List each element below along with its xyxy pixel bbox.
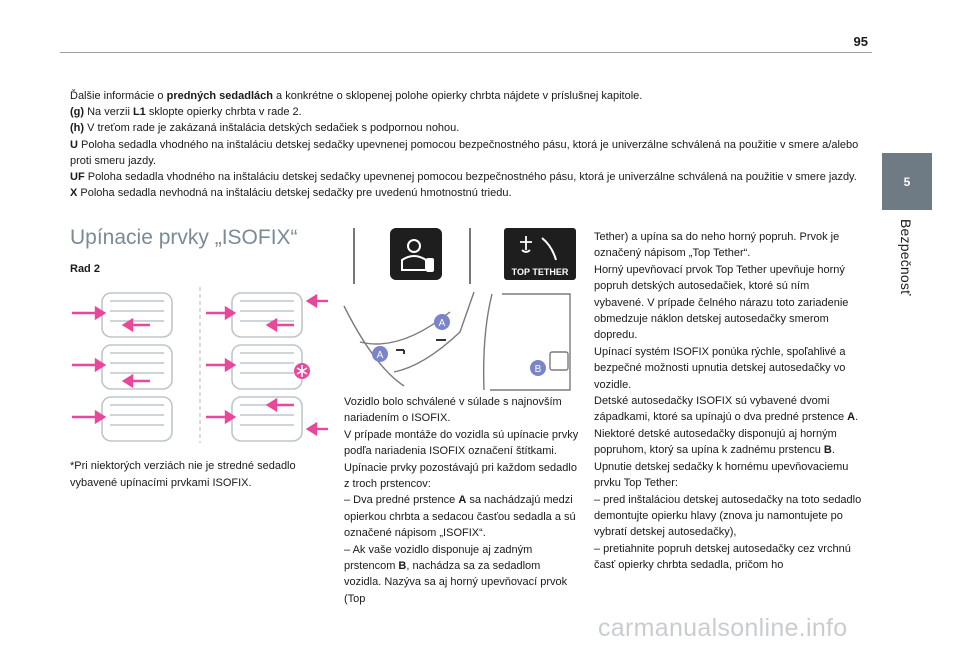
seat-left-bottom — [102, 397, 172, 441]
arrow-right-edge-bottom — [308, 424, 328, 434]
column-middle — [344, 394, 580, 607]
anchor-b-marker — [530, 360, 546, 376]
seat-layout-diagram — [70, 285, 330, 445]
isofix-anchor-diagram — [342, 222, 578, 394]
top-tether-label: TOP TETHER — [511, 267, 569, 277]
mid-p5: – Ak vaše vozidlo disponuje aj zadným prstencom B, nachádza sa za sedadlom vozidla. Nazýva sa aj horný upevňovací prvok (Top — [344, 543, 568, 605]
arrow-right-top — [206, 308, 234, 318]
arrow-left-top — [72, 308, 104, 318]
right-p7: – pred inštaláciou detskej autosedačky na toto sedadlo demontujte opierku hlavy (znova ju namontujete po vybratí detskej autosedačky), — [594, 493, 862, 539]
right-p4: Detské autosedačky ISOFIX sú vybavené dvomi západkami, ktoré sa upínajú o dva predné prstence A. — [594, 395, 859, 424]
anchor-a-lower-marker — [372, 346, 388, 362]
right-p5: Niektoré detské autosedačky disponujú aj horným popruhom, ktorý sa upína k zadnému prstencu B. — [594, 427, 837, 457]
arrow-right-edge-top — [308, 296, 328, 306]
arrow-left-bottom — [72, 412, 104, 422]
intro-line-g: (g) Na verzii L1 sklopte opierky chrbta v rade 2. — [70, 106, 302, 119]
anchor-a-lower-label: A — [376, 350, 384, 361]
anchor-b-label: B — [534, 364, 542, 375]
isofix-label-icon — [390, 228, 442, 280]
seat-left-middle — [102, 345, 172, 389]
intro-line-u: U Poloha sedadla vhodného na inštaláciu detskej sedačky upevnenej pomocou bezpečnostného pásu, ktorá je univerzálne schválená na použitie v smere a/alebo proti smeru jazdy. — [70, 138, 859, 167]
right-p6: Upnutie detskej sedačky k hornému upevňovaciemu prvku Top Tether: — [594, 460, 849, 490]
right-p8: – pretiahnite popruh detskej autosedačky cez vrchnú časť opierky chrbta sedadla, pričom ho — [594, 542, 851, 572]
mid-p3: Upínacie prvky pozostávajú pri každom sedadlo z troch prstencov: — [344, 461, 577, 491]
seat-footnote: *Pri niektorých verziách nie je stredné sedadlo vybavené upínacími prvkami ISOFIX. — [70, 460, 296, 489]
chapter-number-tab[interactable]: 5 — [882, 153, 932, 210]
row-label: Rad 2 — [70, 263, 100, 275]
intro-line-x: X Poloha sedadla nevhodná na inštaláciu detskej sedačky pre uvedenú hmotnostnú triedu. — [70, 187, 512, 200]
arrow-right-bottom — [206, 412, 234, 422]
seat-right-top — [232, 293, 302, 337]
right-p1: Tether) a upína sa do neho horný popruh. Prvok je označený nápisom „Top Tether“. — [594, 231, 840, 260]
chapter-side-panel — [882, 153, 932, 296]
anchor-ring-icons — [396, 340, 446, 354]
mid-p1: Vozidlo bolo schválené v súlade s najnovším nariadením o ISOFIX. — [344, 396, 562, 425]
right-p2: Horný upevňovací prvok Top Tether upevňuje horný popruh detských autosedačiek, ktoré sú ním vybavené. V prípade čelného nárazu toto zariadenie obmedzuje náklon detskej autosedačky smerom dopredu. — [594, 263, 849, 342]
watermark: carmanualsonline.info — [598, 614, 848, 642]
anchor-a-upper-label: A — [438, 318, 446, 329]
header-rule — [60, 52, 872, 53]
seat-right-middle — [232, 345, 302, 389]
asterisk-marker — [294, 363, 310, 379]
arrow-left-middle — [72, 360, 104, 370]
section-title: Upínacie prvky „ISOFIX“ — [70, 226, 298, 249]
seat-left-top — [102, 293, 172, 337]
intro-line-front-seats: Ďalšie informácie o predných sedadlách a konkrétne o sklopenej polohe opierky chrbta nájdete v príslušnej kapitole. — [70, 90, 643, 102]
column-right — [594, 229, 862, 574]
intro-text — [70, 88, 870, 201]
left-seats-group — [102, 293, 172, 441]
mid-p2: V prípade montáže do vozidla sú upínacie prvky podľa nariadenia ISOFIX označení štítkami. — [344, 428, 579, 458]
arrow-right-middle — [206, 360, 234, 370]
right-p3: Upínací systém ISOFIX ponúka rýchle, spoľahlivé a bezpečné možnosti upnutia detskej autosedačky vo vozidle. — [594, 345, 846, 391]
top-tether-icon — [504, 228, 576, 280]
arrow-right-inner-bottom — [268, 400, 294, 410]
page-number: 95 — [853, 34, 868, 49]
seat-right-bottom — [232, 397, 302, 441]
intro-line-uf: UF Poloha sedadla vhodného na inštaláciu detskej sedačky upevnenej pomocou bezpečnostného pásu, ktorá je univerzálne schválená na použitie v smere jazdy. — [70, 171, 857, 184]
intro-line-h: (h) V treťom rade je zakázaná inštalácia detských sedačiek s podpornou nohou. — [70, 122, 460, 135]
mid-p4: – Dva predné prstence A sa nachádzajú medzi opierkou chrbta a sedacou časťou sedadla a sú označené nápisom „ISOFIX“. — [344, 494, 576, 540]
right-seats-group — [232, 293, 302, 441]
chapter-title: Bezpečnosť — [898, 219, 914, 296]
arrow-left-inner-bottom — [124, 376, 150, 386]
anchor-a-upper-marker — [434, 314, 450, 330]
